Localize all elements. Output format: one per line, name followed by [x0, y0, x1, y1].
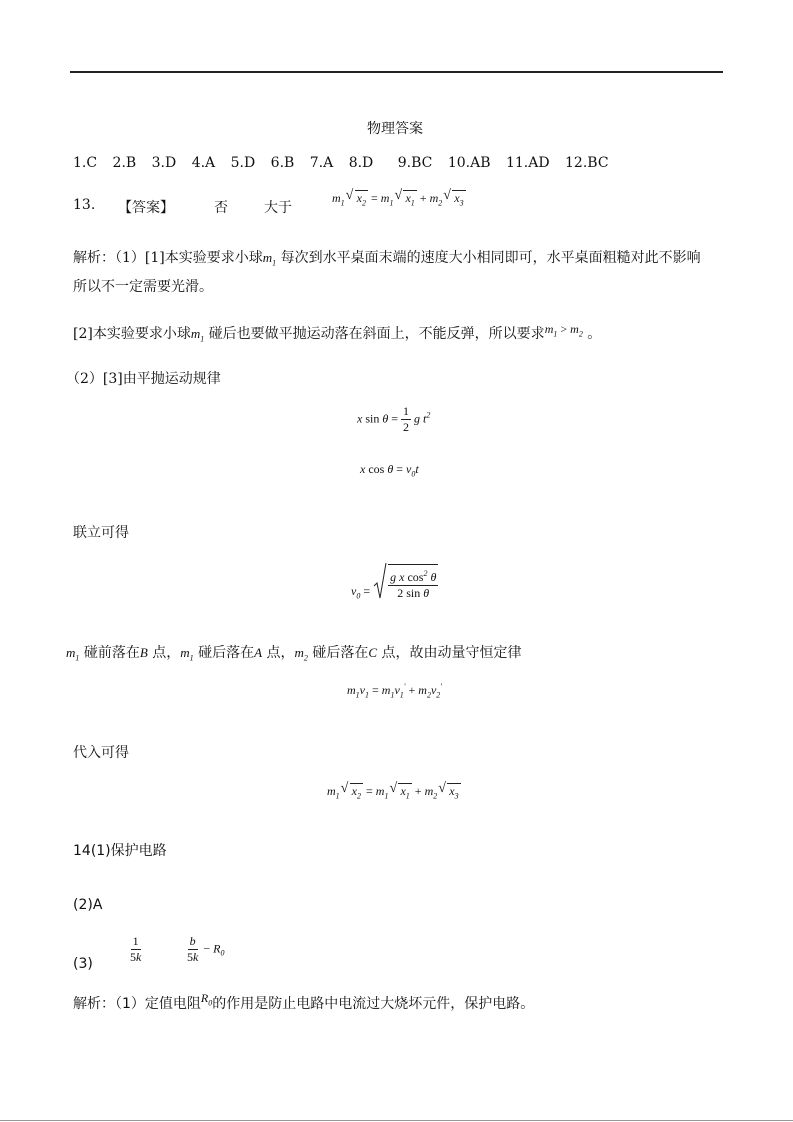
- explain-line-2: 所以不一定需要光滑。: [73, 279, 213, 295]
- combine-text: 联立可得: [73, 525, 129, 541]
- m1-symbol-3: $m_1$: [66, 645, 80, 663]
- m2-symbol: $m_2$: [294, 645, 308, 663]
- explain-line-4: （2）[3]由平抛运动规律: [66, 371, 221, 387]
- equation-v0: $v_0$ = $\frac{g x \cos^2 \theta}{\text{2 sin θ}}$: [351, 562, 438, 602]
- q14-part-1: 14(1)保护电路: [73, 843, 167, 859]
- points-t3: 碰后落在: [198, 645, 255, 661]
- equation-momentum: $m_1v_1 = m_1v_1' + m_2v_2'$: [347, 682, 442, 700]
- answer-6: 6.B: [270, 155, 295, 171]
- answer-8: 8.D: [348, 155, 374, 171]
- answer-12: 12.BC: [565, 155, 609, 171]
- q14-fraction-1: $\frac{1}{5k}$: [130, 934, 142, 964]
- header-rule: [70, 71, 723, 73]
- footer-rule: [0, 1120, 793, 1121]
- m1-symbol-2: $m_1$: [190, 326, 205, 344]
- answer-10: 10.AB: [447, 155, 491, 171]
- answer-11: 11.AD: [505, 155, 550, 171]
- mass-inequality: $m_1 > m_2$: [544, 322, 583, 339]
- m1-symbol-4: $m_1$: [180, 645, 194, 663]
- answer-row: [73, 155, 609, 171]
- page-title: 物理答案: [367, 121, 423, 137]
- q13-answer-2: 大于: [264, 200, 292, 216]
- q14-explain-suffix: 的作用是防止电路中电流过大烧坏元件，保护电路。: [212, 996, 535, 1012]
- q13-number: 13.: [73, 197, 96, 213]
- equation-projectile-2: x $\cos \theta = v_0t$: [360, 462, 419, 479]
- explain-2-suffix: 碰后也要做平抛运动落在斜面上，不能反弹，所以要求: [208, 326, 545, 342]
- m1-symbol: $m_1$: [262, 250, 277, 268]
- points-t6: 点，故由动量守恒定律: [381, 645, 522, 661]
- explain-line-1: [73, 247, 733, 268]
- r0-symbol: $R_0$: [200, 991, 213, 1008]
- q13-answer-1: 否: [214, 200, 228, 216]
- explain-line-3: [73, 323, 601, 344]
- substitute-text: 代入可得: [73, 745, 129, 761]
- q14-part-2: (2)A: [73, 897, 103, 913]
- radical-sign: [373, 562, 387, 602]
- q13-answer-tag: 【答案】: [118, 200, 174, 216]
- answer-4: 4.A: [191, 155, 216, 171]
- explain-1-suffix: 每次到水平桌面末端的速度大小相同即可，水平桌面粗糙对此不影响: [280, 250, 701, 266]
- q13-formula: $m_1√$ $x_2 = m_1√$ $x_1 + m_2√$ $x_3$: [332, 190, 466, 207]
- points-t4: 点，: [266, 645, 295, 661]
- answer-9: 9.BC: [397, 155, 433, 171]
- points-t5: 碰后落在: [312, 645, 369, 661]
- q14-fraction-2: $\frac{b}{5k}$ − $R_0$: [187, 934, 225, 964]
- answer-7: 7.A: [309, 155, 334, 171]
- points-t1: 碰前落在: [83, 645, 140, 661]
- answer-1: 1.C: [73, 155, 98, 171]
- q14-explain-prefix: 解析：（1）定值电阻: [73, 996, 201, 1012]
- equation-final: $m_1√$ $x_2 = m_1√$ $x_1 + m_2√$ $x_3$: [327, 783, 461, 800]
- explain-2-tail: 。: [587, 326, 602, 342]
- answer-3: 3.D: [151, 155, 177, 171]
- point-b: B: [139, 645, 148, 660]
- explain-2-prefix: [2]本实验要求小球: [73, 326, 191, 342]
- answer-2: 2.B: [112, 155, 137, 171]
- equation-projectile-1: x sin θ = $\frac{1}{2}$ g $t^2$: [357, 404, 431, 434]
- points-t2: 点，: [152, 645, 181, 661]
- q14-explanation: [73, 993, 534, 1013]
- q14-part-3: (3): [73, 956, 93, 972]
- point-c: C: [368, 645, 378, 660]
- point-a: A: [254, 645, 263, 660]
- answer-5: 5.D: [230, 155, 256, 171]
- points-line: [66, 642, 521, 663]
- explain-1-prefix: 解析：（1）[1]本实验要求小球: [73, 250, 263, 266]
